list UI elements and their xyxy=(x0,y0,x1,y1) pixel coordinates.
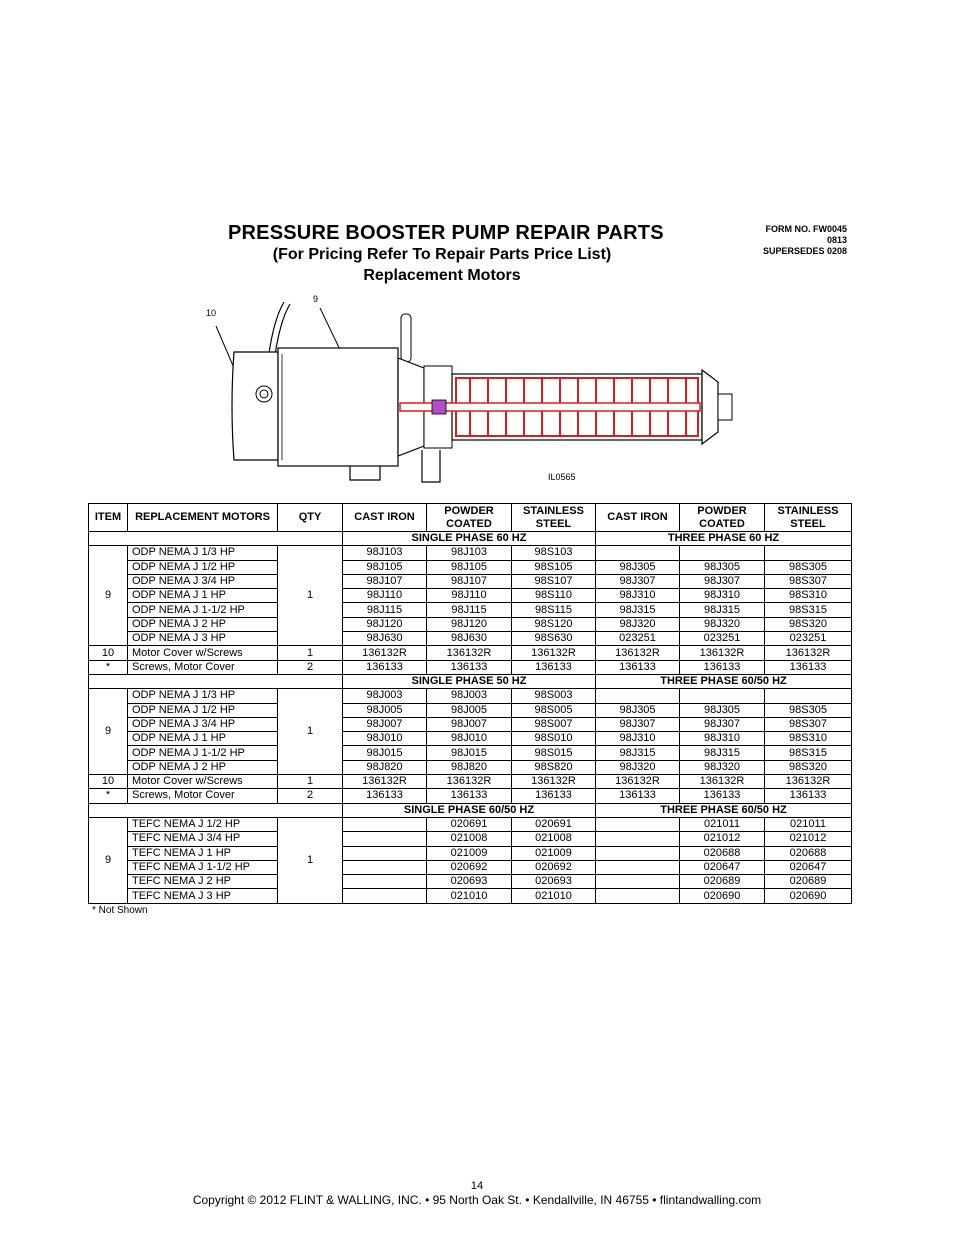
part-number: 98J305 xyxy=(680,560,765,574)
item-number: * xyxy=(89,660,128,674)
part-number xyxy=(343,875,427,889)
part-number: 98S305 xyxy=(765,560,852,574)
part-number: 020690 xyxy=(680,889,765,903)
part-number: 98J003 xyxy=(427,689,512,703)
part-number: 98J110 xyxy=(343,589,427,603)
section-blank xyxy=(89,674,343,688)
part-number: 023251 xyxy=(596,632,680,646)
part-number: 020690 xyxy=(765,889,852,903)
part-number: 98J315 xyxy=(596,603,680,617)
part-number xyxy=(596,846,680,860)
table-row xyxy=(89,603,852,617)
motor-description: ODP NEMA J 3/4 HP xyxy=(128,717,278,731)
part-number: 136133 xyxy=(343,660,427,674)
col-powder-coated-2: POWDER COATED xyxy=(680,504,765,532)
part-number: 136133 xyxy=(427,660,512,674)
motor-description: TEFC NEMA J 3 HP xyxy=(128,889,278,903)
discharge-port xyxy=(718,394,732,420)
page-title: PRESSURE BOOSTER PUMP REPAIR PARTS xyxy=(228,222,664,244)
part-number: 98J007 xyxy=(427,717,512,731)
part-number: 98S820 xyxy=(512,760,596,774)
part-number: 020688 xyxy=(765,846,852,860)
part-number: 98J103 xyxy=(427,546,512,560)
section-header-row xyxy=(89,674,852,688)
motor-description: ODP NEMA J 1-1/2 HP xyxy=(128,746,278,760)
table-row xyxy=(89,889,852,903)
pump-illustration xyxy=(200,290,760,490)
part-number: 98J305 xyxy=(596,703,680,717)
part-number: 98J307 xyxy=(596,574,680,588)
col-powder-coated-1: POWDER COATED xyxy=(427,504,512,532)
part-number: 98J115 xyxy=(343,603,427,617)
item-number: 9 xyxy=(89,817,128,903)
table-row xyxy=(89,775,852,789)
section-left-label: SINGLE PHASE 60/50 HZ xyxy=(343,803,596,817)
part-number: 98S315 xyxy=(765,603,852,617)
part-number: 021012 xyxy=(680,832,765,846)
table-header-row xyxy=(89,504,852,532)
pricing-note: (For Pricing Refer To Repair Parts Price List) xyxy=(272,246,612,263)
section-right-label: THREE PHASE 60/50 HZ xyxy=(596,803,852,817)
motor-description: ODP NEMA J 1/2 HP xyxy=(128,703,278,717)
part-number: 136132R xyxy=(596,775,680,789)
part-number: 023251 xyxy=(680,632,765,646)
part-number: 98J110 xyxy=(427,589,512,603)
quantity: 1 xyxy=(278,546,343,646)
table-row xyxy=(89,832,852,846)
motor-description: ODP NEMA J 1 HP xyxy=(128,732,278,746)
part-number xyxy=(343,832,427,846)
handle xyxy=(401,314,411,362)
part-number: 98J820 xyxy=(427,760,512,774)
part-number: 98J015 xyxy=(427,746,512,760)
part-number: 136133 xyxy=(765,789,852,803)
form-date: 0813 xyxy=(826,235,847,245)
motor-description: ODP NEMA J 1 HP xyxy=(128,589,278,603)
quantity: 2 xyxy=(278,789,343,803)
table-body xyxy=(89,532,852,904)
part-number: 020693 xyxy=(427,875,512,889)
item-number: 9 xyxy=(89,689,128,775)
part-number: 020692 xyxy=(512,860,596,874)
part-number: 98J005 xyxy=(343,703,427,717)
part-number: 98S005 xyxy=(512,703,596,717)
part-number: 136132R xyxy=(596,646,680,660)
table-row xyxy=(89,660,852,674)
part-number: 021010 xyxy=(512,889,596,903)
motor-description: TEFC NEMA J 3/4 HP xyxy=(128,832,278,846)
section-left-label: SINGLE PHASE 50 HZ xyxy=(343,674,596,688)
table-row xyxy=(89,589,852,603)
motor-description: ODP NEMA J 1/3 HP xyxy=(128,689,278,703)
part-number: 136132R xyxy=(512,775,596,789)
item-number: 10 xyxy=(89,646,128,660)
part-number xyxy=(596,817,680,831)
illustration-id: IL0565 xyxy=(548,472,576,482)
part-number: 98J307 xyxy=(596,717,680,731)
table-row xyxy=(89,574,852,588)
part-number: 136132R xyxy=(512,646,596,660)
motor-description: TEFC NEMA J 1 HP xyxy=(128,846,278,860)
part-number: 020692 xyxy=(427,860,512,874)
part-number: 021012 xyxy=(765,832,852,846)
quantity: 1 xyxy=(278,646,343,660)
item-number: 9 xyxy=(89,546,128,646)
table-row xyxy=(89,689,852,703)
part-number xyxy=(596,875,680,889)
part-number: 98S110 xyxy=(512,589,596,603)
part-number: 98J310 xyxy=(596,589,680,603)
part-number: 020647 xyxy=(680,860,765,874)
section-header-row xyxy=(89,803,852,817)
part-number: 136132R xyxy=(427,646,512,660)
motor-description: TEFC NEMA J 1/2 HP xyxy=(128,817,278,831)
table-row xyxy=(89,860,852,874)
part-number: 98J310 xyxy=(680,589,765,603)
part-number: 98J630 xyxy=(427,632,512,646)
quantity: 1 xyxy=(278,775,343,789)
part-number: 98S305 xyxy=(765,703,852,717)
part-number: 136132R xyxy=(765,775,852,789)
motor-description: ODP NEMA J 3 HP xyxy=(128,632,278,646)
col-cast-iron-1: CAST IRON xyxy=(343,504,427,532)
coupling xyxy=(432,400,446,414)
part-number: 98J120 xyxy=(427,617,512,631)
part-number xyxy=(596,546,680,560)
part-number xyxy=(596,689,680,703)
part-number: 98J107 xyxy=(343,574,427,588)
part-number: 98J630 xyxy=(343,632,427,646)
part-number: 98J310 xyxy=(596,732,680,746)
part-number: 98J320 xyxy=(596,617,680,631)
part-number: 021010 xyxy=(427,889,512,903)
part-number: 98J115 xyxy=(427,603,512,617)
part-number: 98S307 xyxy=(765,574,852,588)
part-description: Motor Cover w/Screws xyxy=(128,775,278,789)
part-number: 98J015 xyxy=(343,746,427,760)
form-number: FORM NO. FW0045 xyxy=(765,224,847,234)
part-number: 98J107 xyxy=(427,574,512,588)
part-number: 98J105 xyxy=(427,560,512,574)
part-number: 020691 xyxy=(512,817,596,831)
part-number: 136133 xyxy=(427,789,512,803)
table-row xyxy=(89,760,852,774)
part-number: 136132R xyxy=(343,775,427,789)
part-number: 98J010 xyxy=(427,732,512,746)
part-number: 98S003 xyxy=(512,689,596,703)
section-header-row xyxy=(89,532,852,546)
col-item: ITEM xyxy=(89,504,128,532)
repair-parts-table xyxy=(88,503,852,904)
table-row xyxy=(89,732,852,746)
item-number: * xyxy=(89,789,128,803)
part-number: 023251 xyxy=(765,632,852,646)
part-number: 136132R xyxy=(427,775,512,789)
table-row xyxy=(89,817,852,831)
table-row xyxy=(89,703,852,717)
part-number: 98J120 xyxy=(343,617,427,631)
motor-description: ODP NEMA J 1-1/2 HP xyxy=(128,603,278,617)
part-number: 98J307 xyxy=(680,717,765,731)
part-number: 98J307 xyxy=(680,574,765,588)
table-row xyxy=(89,875,852,889)
part-number: 020688 xyxy=(680,846,765,860)
part-number: 021011 xyxy=(680,817,765,831)
part-description: Screws, Motor Cover xyxy=(128,789,278,803)
motor-description: ODP NEMA J 2 HP xyxy=(128,760,278,774)
part-number: 98J105 xyxy=(343,560,427,574)
part-number: 98J010 xyxy=(343,732,427,746)
part-number: 021008 xyxy=(512,832,596,846)
part-number: 98S115 xyxy=(512,603,596,617)
section-blank xyxy=(89,532,343,546)
part-number: 98S320 xyxy=(765,760,852,774)
table-row xyxy=(89,746,852,760)
part-number: 98S320 xyxy=(765,617,852,631)
part-number: 021008 xyxy=(427,832,512,846)
part-number xyxy=(343,860,427,874)
part-number: 021009 xyxy=(427,846,512,860)
part-number: 98J007 xyxy=(343,717,427,731)
part-number: 98J003 xyxy=(343,689,427,703)
supersedes: SUPERSEDES 0208 xyxy=(762,246,847,256)
part-number: 136133 xyxy=(343,789,427,803)
part-number: 136133 xyxy=(512,789,596,803)
discharge-head xyxy=(702,370,718,444)
form-number-block xyxy=(763,224,847,257)
part-number: 98J320 xyxy=(680,617,765,631)
part-description: Screws, Motor Cover xyxy=(128,660,278,674)
part-number: 136133 xyxy=(680,789,765,803)
part-number xyxy=(343,889,427,903)
part-number: 98J315 xyxy=(680,603,765,617)
table-row xyxy=(89,617,852,631)
part-number: 98S015 xyxy=(512,746,596,760)
part-number xyxy=(680,546,765,560)
part-number: 020647 xyxy=(765,860,852,874)
part-number: 136132R xyxy=(680,775,765,789)
col-stainless-1: STAINLESS STEEL xyxy=(512,504,596,532)
table-row xyxy=(89,846,852,860)
part-number: 98S307 xyxy=(765,717,852,731)
part-number: 136132R xyxy=(343,646,427,660)
col-stainless-2: STAINLESS STEEL xyxy=(765,504,852,532)
motor-description: ODP NEMA J 2 HP xyxy=(128,617,278,631)
table-row xyxy=(89,632,852,646)
part-number xyxy=(765,689,852,703)
part-number: 136132R xyxy=(680,646,765,660)
part-number xyxy=(596,860,680,874)
table-row xyxy=(89,789,852,803)
part-number xyxy=(765,546,852,560)
part-number: 136133 xyxy=(765,660,852,674)
part-number: 98J320 xyxy=(596,760,680,774)
part-number: 98J305 xyxy=(596,560,680,574)
motor-foot xyxy=(350,466,380,480)
part-number: 98J320 xyxy=(680,760,765,774)
callout-10: 10 xyxy=(206,308,217,318)
part-number xyxy=(596,832,680,846)
footnote: * Not Shown xyxy=(92,905,148,916)
part-number: 98J820 xyxy=(343,760,427,774)
part-number: 136133 xyxy=(680,660,765,674)
part-number: 136133 xyxy=(596,660,680,674)
part-number: 98J315 xyxy=(596,746,680,760)
section-left-label: SINGLE PHASE 60 HZ xyxy=(343,532,596,546)
part-number: 021009 xyxy=(512,846,596,860)
callout-9: 9 xyxy=(313,294,319,304)
section-right-label: THREE PHASE 60/50 HZ xyxy=(596,674,852,688)
col-motors: REPLACEMENT MOTORS xyxy=(128,504,278,532)
motor-description: ODP NEMA J 1/2 HP xyxy=(128,560,278,574)
motor-body xyxy=(278,348,398,466)
quantity: 2 xyxy=(278,660,343,674)
part-number: 020693 xyxy=(512,875,596,889)
table-row xyxy=(89,560,852,574)
page-number: 14 xyxy=(470,1180,484,1192)
part-number: 98S310 xyxy=(765,589,852,603)
part-description: Motor Cover w/Screws xyxy=(128,646,278,660)
part-number: 020691 xyxy=(427,817,512,831)
part-number: 98J305 xyxy=(680,703,765,717)
quantity: 1 xyxy=(278,689,343,775)
part-number xyxy=(680,689,765,703)
part-number xyxy=(343,846,427,860)
part-number: 020689 xyxy=(765,875,852,889)
copyright: Copyright © 2012 FLINT & WALLING, INC. • 95 North Oak St. • Kendallville, IN 46755 • flintandwalling.com xyxy=(192,1193,762,1207)
part-number: 98S315 xyxy=(765,746,852,760)
part-number: 98S630 xyxy=(512,632,596,646)
part-number: 98J310 xyxy=(680,732,765,746)
part-number: 98J005 xyxy=(427,703,512,717)
part-number: 98S105 xyxy=(512,560,596,574)
part-number xyxy=(596,889,680,903)
col-cast-iron-2: CAST IRON xyxy=(596,504,680,532)
motor-description: ODP NEMA J 3/4 HP xyxy=(128,574,278,588)
part-number: 98S007 xyxy=(512,717,596,731)
part-number: 136133 xyxy=(596,789,680,803)
motor-end-bell xyxy=(232,352,278,460)
quantity: 1 xyxy=(278,817,343,903)
part-number: 98S010 xyxy=(512,732,596,746)
col-qty: QTY xyxy=(278,504,343,532)
part-number: 98S310 xyxy=(765,732,852,746)
part-number: 98J315 xyxy=(680,746,765,760)
part-number: 98S103 xyxy=(512,546,596,560)
part-number: 021011 xyxy=(765,817,852,831)
table-row xyxy=(89,717,852,731)
motor-description: TEFC NEMA J 1-1/2 HP xyxy=(128,860,278,874)
pump-foot xyxy=(422,450,440,482)
part-number: 98S120 xyxy=(512,617,596,631)
part-number: 98J103 xyxy=(343,546,427,560)
item-number: 10 xyxy=(89,775,128,789)
motor-description: TEFC NEMA J 2 HP xyxy=(128,875,278,889)
part-number: 136132R xyxy=(765,646,852,660)
part-number: 020689 xyxy=(680,875,765,889)
part-number: 136133 xyxy=(512,660,596,674)
table-row xyxy=(89,546,852,560)
section-subtitle: Replacement Motors xyxy=(363,267,521,284)
part-number: 98S107 xyxy=(512,574,596,588)
motor-description: ODP NEMA J 1/3 HP xyxy=(128,546,278,560)
section-right-label: THREE PHASE 60 HZ xyxy=(596,532,852,546)
table-row xyxy=(89,646,852,660)
section-blank xyxy=(89,803,343,817)
part-number xyxy=(343,817,427,831)
